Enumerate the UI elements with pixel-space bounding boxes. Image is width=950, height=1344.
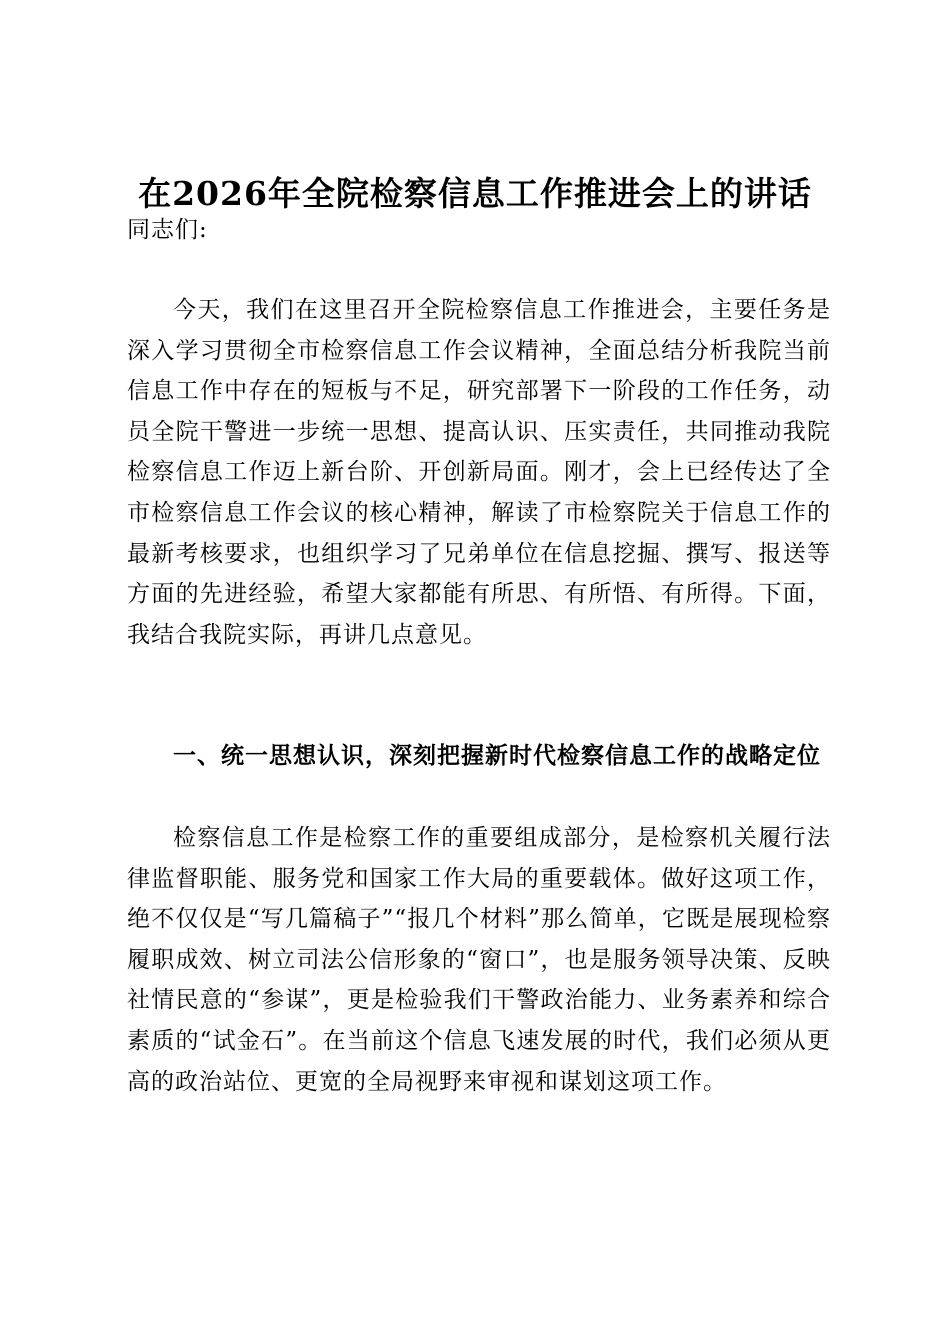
paragraph-section-1: 检察信息工作是检察工作的重要组成部分，是检察机关履行法律监督职能、服务党和国家工作大局的重要载体。做好这项工作，绝不仅仅是“写几篇稿子”“报几个材料”那么简单，它既是展现检察履职成效、树立司法公信形象的“窗口”，也是服务领导决策、反映社情民意的“参谋”，更是检验我们干警政治能力、业务素养和综合素质的“试金石”。在当前这个信息飞速发展的时代，我们必须从更高的政治站位、更宽的全局视野来审视和谋划这项工作。 xyxy=(127,825,831,1095)
section-heading-1: 一、统一思想认识，深刻把握新时代检察信息工作的战略定位 xyxy=(173,742,821,769)
document-title: 在2026年全院检察信息工作推进会上的讲话 xyxy=(138,174,812,213)
paragraph-opening: 今天，我们在这里召开全院检察信息工作推进会，主要任务是深入学习贯彻全市检察信息工作会议精神，全面总结分析我院当前信息工作中存在的短板与不足，研究部署下一阶段的工作任务，动员全院干警进一步统一思想、提高认识、压实责任，共同推动我院检察信息工作迈上新台阶、开创新局面。刚才，会上已经传达了全市检察信息工作会议的核心精神，解读了市检察院关于信息工作的最新考核要求，也组织学习了兄弟单位在信息挖掘、撰写、报送等方面的先进经验，希望大家都能有所思、有所悟、有所得。下面，我结合我院实际，再讲几点意见。 xyxy=(127,297,831,648)
salutation: 同志们: xyxy=(127,217,208,243)
